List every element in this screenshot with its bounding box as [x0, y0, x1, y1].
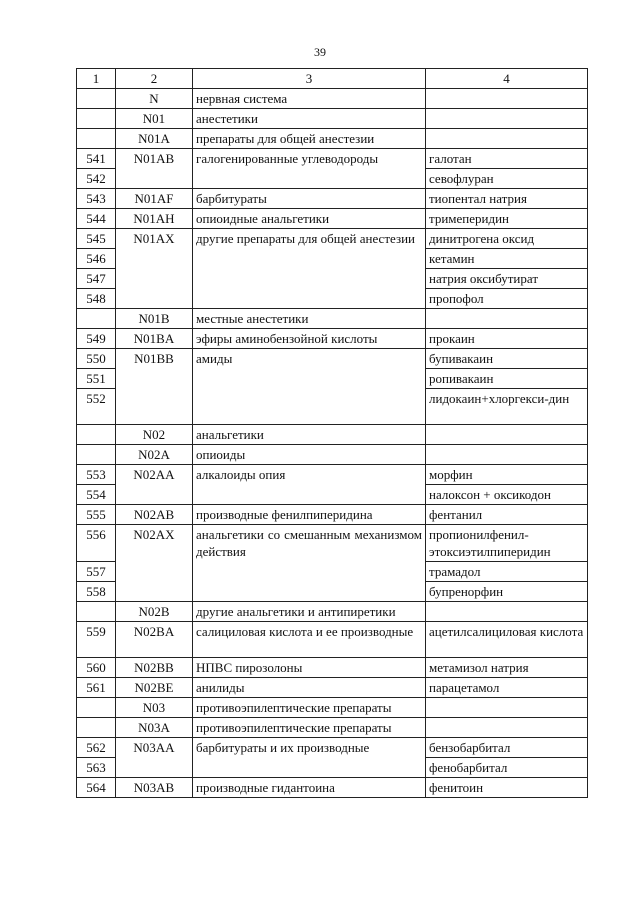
drug-name-cell: пропофол: [426, 289, 588, 309]
table-row: [77, 525, 588, 562]
atc-code-cell: N01BA: [116, 329, 193, 349]
table-row: [77, 109, 588, 129]
atc-code-cell: N02A: [116, 445, 193, 465]
drug-name-cell: прокаин: [426, 329, 588, 349]
atc-code-cell: N02BA: [116, 622, 193, 658]
atc-code-cell: N02BB: [116, 658, 193, 678]
drug-name-cell: [426, 445, 588, 465]
drug-name-cell: пропионилфенил-этоксиэтилпиперидин: [426, 525, 588, 562]
header-row: [77, 69, 588, 89]
atc-code-cell: N02AX: [116, 525, 193, 602]
row-number-cell: 553: [77, 465, 116, 485]
group-description-cell: амиды: [193, 349, 426, 425]
column-header-3: 3: [193, 69, 426, 89]
drug-name-cell: [426, 89, 588, 109]
atc-code-cell: N: [116, 89, 193, 109]
row-number-cell: 552: [77, 389, 116, 425]
group-description-cell: противоэпилептические препараты: [193, 718, 426, 738]
group-description-cell: анальгетики со смешанным механизмом действия: [193, 525, 426, 602]
drug-name-cell: тримеперидин: [426, 209, 588, 229]
row-number-cell: 543: [77, 189, 116, 209]
group-description-cell: производные фенилпиперидина: [193, 505, 426, 525]
table-row: [77, 189, 588, 209]
drug-name-cell: морфин: [426, 465, 588, 485]
table-row: [77, 309, 588, 329]
table-row: [77, 89, 588, 109]
table-row: [77, 698, 588, 718]
group-description-cell: анестетики: [193, 109, 426, 129]
group-description-cell: анилиды: [193, 678, 426, 698]
group-description-cell: нервная система: [193, 89, 426, 109]
drug-name-cell: [426, 425, 588, 445]
group-description-cell: противоэпилептические препараты: [193, 698, 426, 718]
group-description-cell: барбитураты и их производные: [193, 738, 426, 778]
row-number-cell: [77, 425, 116, 445]
drug-classification-table: [76, 68, 588, 798]
atc-code-cell: N01AB: [116, 149, 193, 189]
group-description-cell: барбитураты: [193, 189, 426, 209]
drug-name-cell: ацетилсалициловая кислота: [426, 622, 588, 658]
group-description-cell: опиоиды: [193, 445, 426, 465]
drug-name-cell: [426, 129, 588, 149]
atc-code-cell: N01AX: [116, 229, 193, 309]
atc-code-cell: N03A: [116, 718, 193, 738]
drug-name-cell: натрия оксибутират: [426, 269, 588, 289]
column-header-2: 2: [116, 69, 193, 89]
table-row: [77, 465, 588, 485]
row-number-cell: 546: [77, 249, 116, 269]
drug-name-cell: фенобарбитал: [426, 758, 588, 778]
row-number-cell: 544: [77, 209, 116, 229]
row-number-cell: 549: [77, 329, 116, 349]
table-row: [77, 778, 588, 798]
row-number-cell: 558: [77, 582, 116, 602]
group-description-cell: производные гидантоина: [193, 778, 426, 798]
row-number-cell: 555: [77, 505, 116, 525]
row-number-cell: [77, 109, 116, 129]
atc-code-cell: N03AA: [116, 738, 193, 778]
row-number-cell: [77, 602, 116, 622]
table-row: [77, 678, 588, 698]
atc-code-cell: N01BB: [116, 349, 193, 425]
atc-code-cell: N01A: [116, 129, 193, 149]
row-number-cell: 545: [77, 229, 116, 249]
page-number: 39: [314, 45, 326, 59]
row-number-cell: 559: [77, 622, 116, 658]
drug-name-cell: фентанил: [426, 505, 588, 525]
table-row: [77, 738, 588, 758]
table-row: [77, 349, 588, 369]
row-number-cell: [77, 309, 116, 329]
drug-name-cell: тиопентал натрия: [426, 189, 588, 209]
table-row: [77, 505, 588, 525]
atc-code-cell: N02BE: [116, 678, 193, 698]
drug-name-cell: [426, 109, 588, 129]
atc-code-cell: N01B: [116, 309, 193, 329]
table-row: [77, 658, 588, 678]
table-row: [77, 718, 588, 738]
table-row: [77, 329, 588, 349]
atc-code-cell: N01AF: [116, 189, 193, 209]
drug-name-cell: кетамин: [426, 249, 588, 269]
table-row: [77, 209, 588, 229]
atc-code-cell: N02B: [116, 602, 193, 622]
row-number-cell: [77, 718, 116, 738]
row-number-cell: 550: [77, 349, 116, 369]
drug-name-cell: [426, 698, 588, 718]
atc-code-cell: N01AH: [116, 209, 193, 229]
group-description-cell: анальгетики: [193, 425, 426, 445]
drug-name-cell: лидокаин+хлоргекси-дин: [426, 389, 588, 425]
atc-code-cell: N02AB: [116, 505, 193, 525]
row-number-cell: 554: [77, 485, 116, 505]
atc-code-cell: N01: [116, 109, 193, 129]
group-description-cell: опиоидные анальгетики: [193, 209, 426, 229]
drug-name-cell: [426, 718, 588, 738]
drug-name-cell: парацетамол: [426, 678, 588, 698]
row-number-cell: [77, 698, 116, 718]
row-number-cell: [77, 129, 116, 149]
row-number-cell: [77, 89, 116, 109]
group-description-cell: другие препараты для общей анестезии: [193, 229, 426, 309]
drug-name-cell: фенитоин: [426, 778, 588, 798]
drug-name-cell: галотан: [426, 149, 588, 169]
atc-code-cell: N03AB: [116, 778, 193, 798]
drug-name-cell: [426, 602, 588, 622]
group-description-cell: местные анестетики: [193, 309, 426, 329]
table-row: [77, 445, 588, 465]
table-row: [77, 602, 588, 622]
row-number-cell: 560: [77, 658, 116, 678]
column-header-1: 1: [77, 69, 116, 89]
group-description-cell: препараты для общей анестезии: [193, 129, 426, 149]
group-description-cell: алкалоиды опия: [193, 465, 426, 505]
row-number-cell: [77, 445, 116, 465]
table-row: [77, 129, 588, 149]
row-number-cell: 556: [77, 525, 116, 562]
drug-name-cell: бензобарбитал: [426, 738, 588, 758]
row-number-cell: 564: [77, 778, 116, 798]
table-row: [77, 622, 588, 658]
atc-code-cell: N03: [116, 698, 193, 718]
row-number-cell: 542: [77, 169, 116, 189]
row-number-cell: 562: [77, 738, 116, 758]
atc-code-cell: N02: [116, 425, 193, 445]
column-header-4: 4: [426, 69, 588, 89]
table-row: [77, 425, 588, 445]
drug-name-cell: [426, 309, 588, 329]
table-row: [77, 149, 588, 169]
row-number-cell: 557: [77, 562, 116, 582]
drug-name-cell: метамизол натрия: [426, 658, 588, 678]
drug-name-cell: динитрогена оксид: [426, 229, 588, 249]
drug-name-cell: ропивакаин: [426, 369, 588, 389]
drug-name-cell: налоксон + оксикодон: [426, 485, 588, 505]
group-description-cell: эфиры аминобензойной кислоты: [193, 329, 426, 349]
drug-name-cell: бупивакаин: [426, 349, 588, 369]
row-number-cell: 551: [77, 369, 116, 389]
table-row: [77, 229, 588, 249]
table-body: [77, 89, 588, 798]
group-description-cell: НПВС пирозолоны: [193, 658, 426, 678]
row-number-cell: 548: [77, 289, 116, 309]
drug-name-cell: трамадол: [426, 562, 588, 582]
row-number-cell: 541: [77, 149, 116, 169]
group-description-cell: другие анальгетики и антипиретики: [193, 602, 426, 622]
group-description-cell: галогенированные углеводороды: [193, 149, 426, 189]
drug-name-cell: севофлуран: [426, 169, 588, 189]
row-number-cell: 561: [77, 678, 116, 698]
row-number-cell: 563: [77, 758, 116, 778]
row-number-cell: 547: [77, 269, 116, 289]
atc-code-cell: N02AA: [116, 465, 193, 505]
group-description-cell: салициловая кислота и ее производные: [193, 622, 426, 658]
drug-name-cell: бупренорфин: [426, 582, 588, 602]
